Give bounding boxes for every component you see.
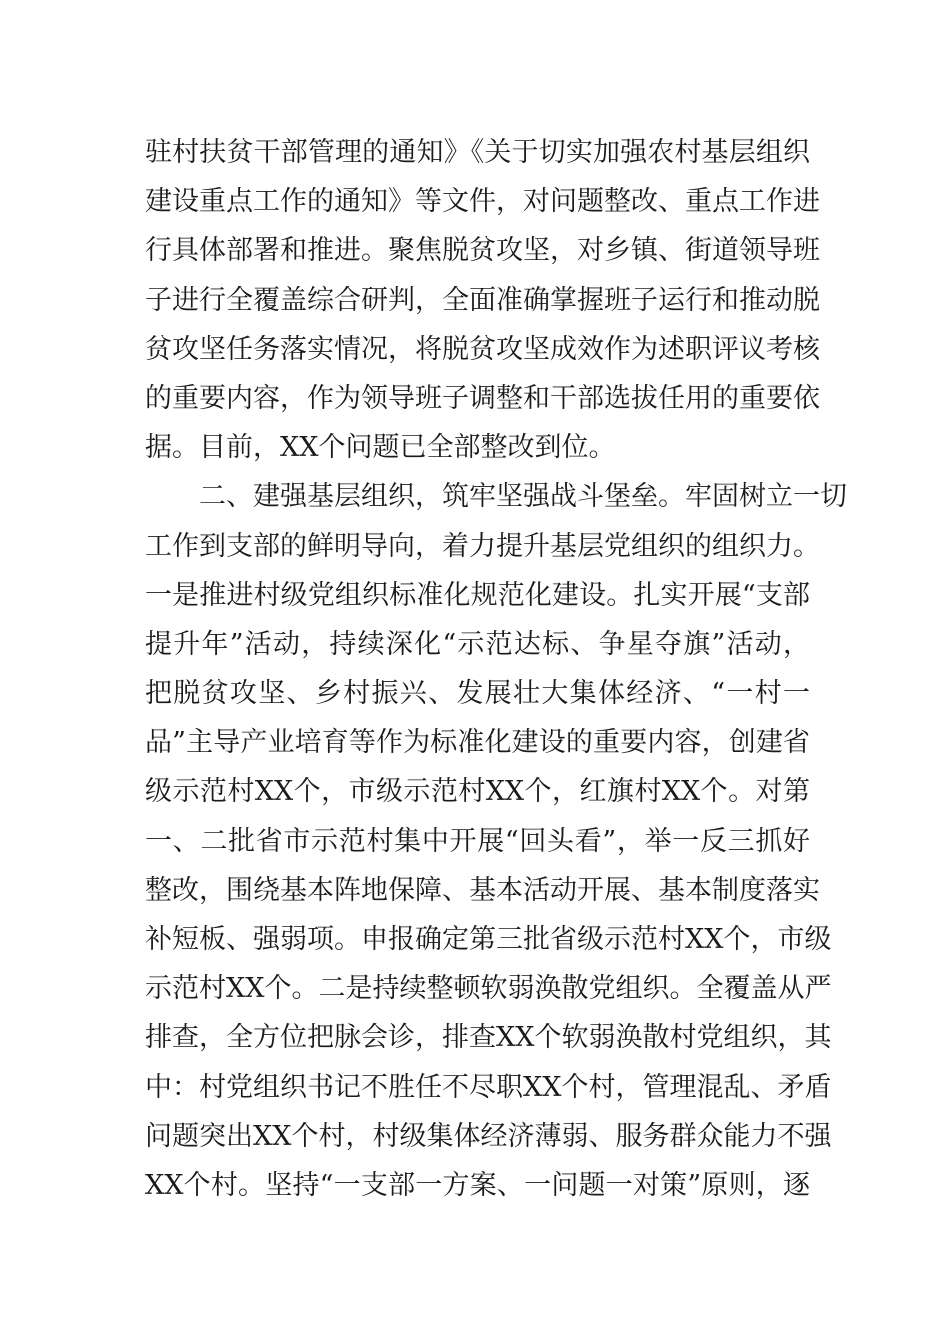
body-text (145, 128, 847, 1210)
text-line: 驻村扶贫干部管理的通知》《关于切实加强农村基层组织 (145, 137, 810, 168)
text-line: 品”主导产业培育等作为标准化建设的重要内容，创建省 (145, 727, 810, 759)
text-line: 问题突出XX个村，村级集体经济薄弱、服务群众能力不强 (145, 1120, 832, 1152)
text-line: 补短板、强弱项。申报确定第三批省级示范村XX个，市级 (145, 924, 832, 955)
text-line: 一、二批省市示范村集中开展“回头看”，举一反三抓好 (145, 825, 810, 857)
text-line: 子进行全覆盖综合研判，全面准确掌握班子运行和推动脱 (145, 284, 820, 316)
text-line: 据。目前，XX个问题已全部整改到位。 (145, 432, 616, 464)
paragraph-first-line: 二、建强基层组织，筑牢坚强战斗堡垒。牢固树立一切 (199, 481, 847, 513)
text-line: 示范村XX个。二是持续整顿软弱涣散党组织。全覆盖从严 (145, 973, 832, 1005)
text-line: 工作到支部的鲜明导向，着力提升基层党组织的组织力。 (145, 530, 820, 562)
text-line: 中：村党组织书记不胜任不尽职XX个村，管理混乱、矛盾 (145, 1071, 832, 1103)
text-line: 行具体部署和推进。聚焦脱贫攻坚，对乡镇、街道领导班 (145, 235, 820, 267)
text-line: 建设重点工作的通知》等文件，对问题整改、重点工作进 (145, 186, 820, 218)
text-line: 贫攻坚任务落实情况，将脱贫攻坚成效作为述职评议考核 (145, 333, 820, 365)
text-line: 级示范村XX个，市级示范村XX个，红旗村XX个。对第 (145, 776, 810, 808)
text-line: 整改，围绕基本阵地保障、基本活动开展、基本制度落实 (145, 874, 820, 906)
text-line: 提升年”活动，持续深化“示范达标、争星夺旗”活动， (145, 628, 810, 660)
text-line: 一是推进村级党组织标准化规范化建设。扎实开展“支部 (145, 579, 810, 611)
text-line: 把脱贫攻坚、乡村振兴、发展壮大集体经济、“一村一 (145, 678, 810, 710)
text-line: 的重要内容，作为领导班子调整和干部选拔任用的重要依 (145, 382, 820, 414)
text-line: 排查，全方位把脉会诊，排查XX个软弱涣散村党组织，其 (145, 1022, 832, 1054)
text-line: XX个村。坚持“一支部一方案、一问题一对策”原则，逐 (145, 1169, 810, 1201)
